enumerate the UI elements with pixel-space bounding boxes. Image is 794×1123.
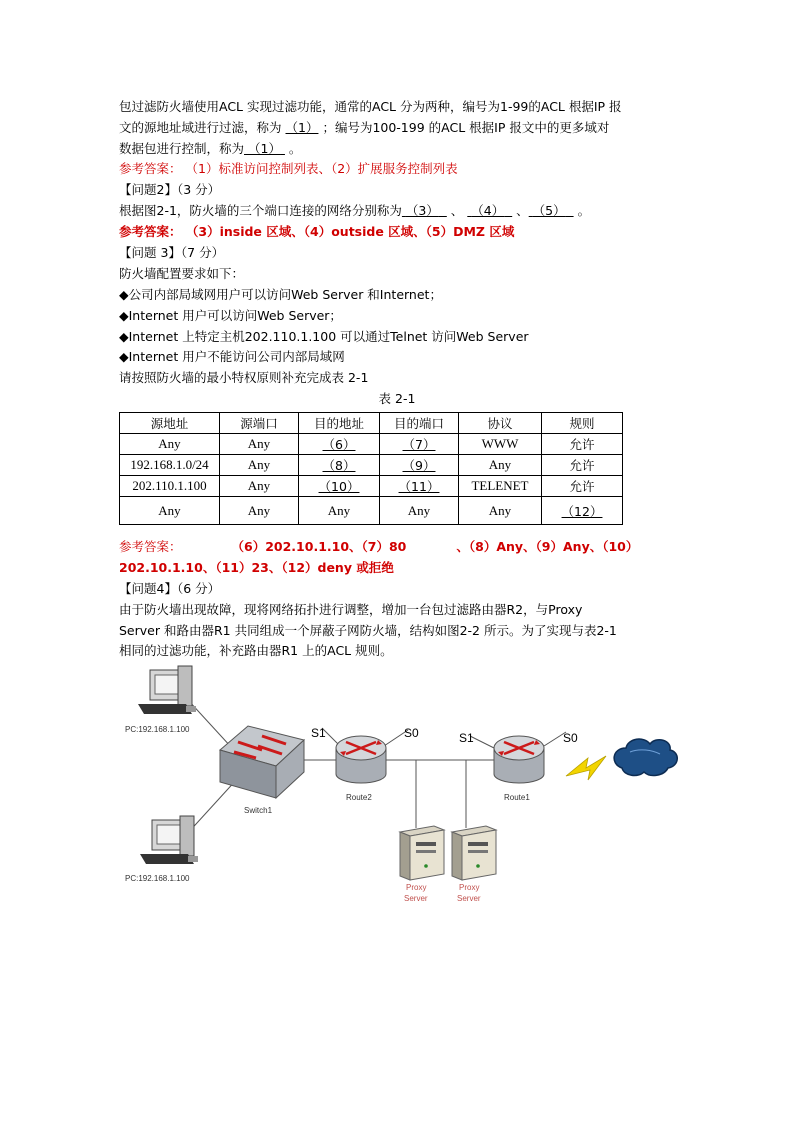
- table-cell: [542, 497, 623, 525]
- answer-2: 参考答案： （3）inside 区域、（4）outside 区域、（5）DMZ 区域: [119, 224, 515, 239]
- q3-item-2: ◆Internet 用户可以访问Web Server；: [119, 308, 342, 323]
- internet-cloud-icon: [614, 739, 677, 775]
- table-cell: [380, 434, 459, 455]
- header-dest-address: 目的地址: [299, 413, 380, 434]
- proxy-server-1-icon: [400, 826, 444, 880]
- proxy-server-1-label-a: Proxy: [406, 883, 427, 892]
- blank-3: （3）: [405, 203, 439, 218]
- proxy-server-1-label-b: Server: [404, 894, 428, 903]
- table-caption: 表 2-1: [378, 391, 416, 406]
- q4-line-3: 相同的过滤功能，补充路由器R1 上的ACL 规则。: [119, 643, 393, 658]
- lightning-bolt-icon: [566, 756, 606, 780]
- pc-top-label: PC:192.168.1.100: [125, 725, 190, 734]
- header-protocol: 协议: [459, 413, 542, 434]
- table-cell: Any: [220, 497, 299, 525]
- q3-item-1: ◆公司内部局域网用户可以访问Web Server 和Internet；: [119, 287, 442, 302]
- table-cell: Any: [459, 497, 542, 525]
- table-cell: TELENET: [459, 476, 542, 497]
- switch-label: Switch1: [244, 806, 273, 815]
- pc-bottom-icon: [140, 816, 198, 864]
- q4-line-2: Server 和路由器R1 共同组成一个屏蔽子网防火墙，结构如图2-2 所示。为了实现与表2-1: [119, 623, 617, 638]
- proxy-server-2-label-b: Server: [457, 894, 481, 903]
- table-cell: 允许: [542, 476, 623, 497]
- q3-intro: 防火墙配置要求如下：: [119, 266, 245, 281]
- q3-instruction: 请按照防火墙的最小特权原则补充完成表 2-1: [119, 370, 369, 385]
- answer-3-line-1: 参考答案： （6）202.10.1.10、（7）80 、（8）Any、（9）Any、（10）: [119, 539, 639, 554]
- q2-heading: 【问题2】（3 分）: [119, 182, 221, 197]
- pc-bottom-label: PC:192.168.1.100: [125, 874, 190, 883]
- switch-icon: [220, 726, 304, 798]
- q4-heading: 【问题4】（6 分）: [119, 581, 221, 596]
- table-cell: Any: [299, 497, 380, 525]
- table-row: [120, 455, 623, 476]
- table-cell: WWW: [459, 434, 542, 455]
- table-cell: Any: [220, 434, 299, 455]
- header-rule: 规则: [542, 413, 623, 434]
- blank-2: （1）: [248, 141, 281, 156]
- table-cell: [380, 476, 459, 497]
- answer-1: 参考答案： （1）标准访问控制列表、（2）扩展服务控制列表: [119, 161, 458, 176]
- network-diagram: [0, 660, 794, 920]
- table-cell: 允许: [542, 434, 623, 455]
- proxy-server-2-icon: [452, 826, 496, 880]
- q3-item-3: ◆Internet 上特定主机202.110.1.100 可以通过Telnet 访问Web Server: [119, 329, 529, 344]
- answer-3-line-2: 202.10.1.10、（11）23、（12）deny 或拒绝: [119, 560, 394, 575]
- header-source-address: 源地址: [120, 413, 220, 434]
- blank-4: （4）: [471, 203, 505, 218]
- header-dest-port: 目的端口: [380, 413, 459, 434]
- q3-heading: 【问题 3】（7 分）: [119, 245, 225, 260]
- intro-line-1: 包过滤防火墙使用ACL 实现过滤功能，通常的ACL 分为两种，编号为1-99的ACL 根据IP 报: [119, 99, 622, 114]
- table-cell: Any: [120, 497, 220, 525]
- table-cell: 允许: [542, 455, 623, 476]
- q4-line-1: 由于防火墙出现故障，现将网络拓扑进行调整，增加一台包过滤路由器R2，与Proxy: [119, 602, 583, 617]
- pc-top-icon: [138, 666, 196, 714]
- blank-11: （11）: [398, 479, 440, 494]
- table-cell: [299, 434, 380, 455]
- table-cell: Any: [120, 434, 220, 455]
- router1-s0-label: S0: [563, 731, 578, 745]
- router1-s1-label: S1: [459, 731, 474, 745]
- table-row: [120, 497, 623, 525]
- router2-label: Route2: [346, 793, 372, 802]
- blank-1: （1）: [285, 120, 319, 135]
- table-cell: [380, 455, 459, 476]
- table-header-row: [120, 413, 623, 434]
- blank-5: （5）: [532, 203, 566, 218]
- table-row: [120, 476, 623, 497]
- blank-12: （12）: [561, 503, 603, 519]
- router2-icon: [336, 736, 386, 783]
- q3-item-4: ◆Internet 用户不能访问公司内部局域网: [119, 349, 345, 364]
- blank-9: （9）: [402, 458, 436, 473]
- intro-line-2: 文的源地址域进行过滤，称为 （1） ；编号为100-199 的ACL 根据IP 报文中的更多域对: [119, 120, 610, 135]
- blank-6: （6）: [322, 437, 356, 452]
- table-cell: [299, 476, 380, 497]
- table-cell: Any: [380, 497, 459, 525]
- table-cell: 192.168.1.0/24: [120, 455, 220, 476]
- blank-10: （10）: [318, 479, 360, 494]
- table-cell: Any: [220, 455, 299, 476]
- blank-7: （7）: [402, 437, 436, 452]
- router2-s1-label: S1: [311, 726, 326, 740]
- header-source-port: 源端口: [220, 413, 299, 434]
- proxy-server-2-label-a: Proxy: [459, 883, 480, 892]
- blank-8: （8）: [322, 458, 356, 473]
- table-row: [120, 434, 623, 455]
- table-cell: 202.110.1.100: [120, 476, 220, 497]
- table-cell: [299, 455, 380, 476]
- router1-label: Route1: [504, 793, 530, 802]
- router2-s0-label: S0: [404, 726, 419, 740]
- table-cell: Any: [220, 476, 299, 497]
- q2-text: 根据图2-1，防火墙的三个端口连接的网络分别称为 （3） 、 （4） 、 （5） 。: [119, 203, 591, 218]
- intro-line-3: 数据包进行控制，称为 （1） 。: [119, 141, 302, 156]
- acl-table: [119, 412, 623, 525]
- router1-icon: [494, 736, 544, 783]
- table-cell: Any: [459, 455, 542, 476]
